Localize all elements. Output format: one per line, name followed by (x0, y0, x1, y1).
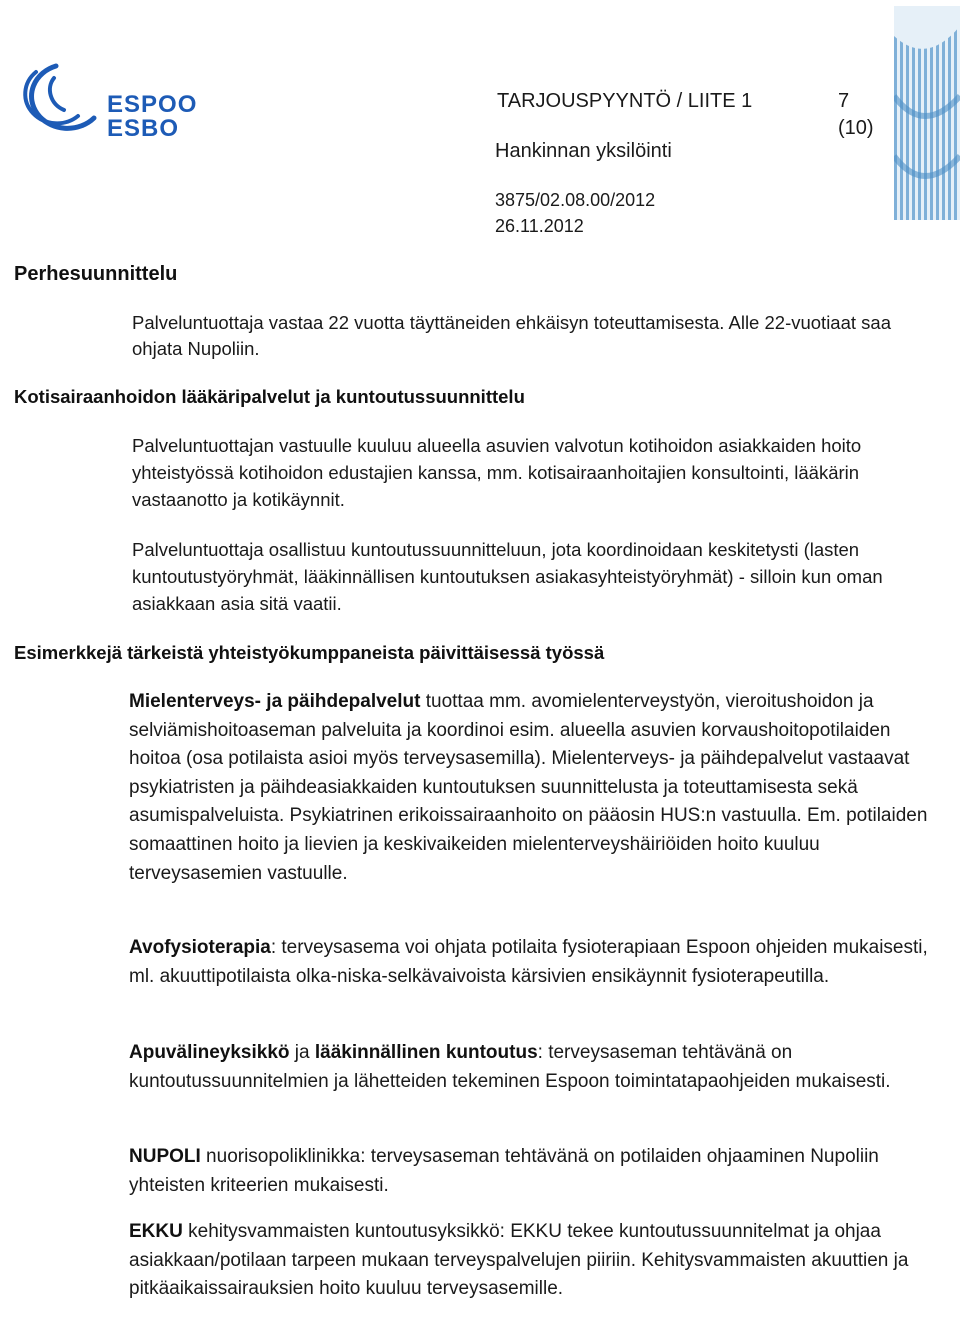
bold-term: NUPOLI (129, 1146, 201, 1167)
bold-term: lääkinnällinen kuntoutus (314, 1042, 538, 1063)
paragraph-ekku: EKKU kehitysvammaisten kuntoutusyksikkö: EKKU tekee kuntoutussuunnitelmat ja ohjaa asiakkaan/potilaan tarpeen mukaan terveyspalvelujen piiriin. Kehitysvammaisten akuuttien ja pitkäaikaissairauksien hoito kuuluu terveysasemille. (129, 1221, 909, 1300)
bold-term: EKKU (129, 1221, 183, 1242)
bold-term: Avofysioterapia (129, 937, 271, 958)
paragraph-avofysioterapia: Avofysioterapia: terveysasema voi ohjata potilaita fysioterapiaan Espoon ohjeiden mukaisesti, ml. akuuttipotilaista olka-niska-selkävaivoista kärsivien ensikäynnit fysioterapeutilla. (129, 937, 928, 987)
paragraph-nupoli: NUPOLI nuorisopoliklinikka: terveysaseman tehtävänä on potilaiden ohjaaminen Nupoliin yhteisten kriteerien mukaisesti. (129, 1146, 879, 1196)
page-number: 7 (838, 90, 850, 112)
paragraph-apuvalineyksikko: Apuvälineyksikkö ja lääkinnällinen kuntoutus: terveysaseman tehtävänä on kuntoutussuunnitelmien ja lähetteiden tekeminen Espoon toimintatapaohjeiden mukaisesti. (129, 1042, 891, 1092)
espoo-logo-text: ESPOO ESBO (107, 91, 198, 142)
bold-term: Mielenterveys- ja päihdepalvelut (129, 691, 421, 712)
section-heading-esimerkkeja: Esimerkkejä tärkeistä yhteistyökumppaneista päivittäisessä työssä (14, 642, 605, 663)
paragraph: Palveluntuottajan vastuulle kuuluu alueella asuvien valvotun kotihoidon asiakkaiden hoito yhteistyössä kotihoidon edustajien kanssa, mm. kotisairaanhoitajien konsultointi, lääkärin vastaanotto ja kotikäynnit. (132, 435, 862, 510)
decorative-wave-pattern-icon (894, 6, 960, 220)
section-heading-kotisairaanhoito: Kotisairaanhoidon lääkäripalvelut ja kuntoutussuunnittelu (14, 386, 525, 407)
page-total: (10) (838, 117, 874, 139)
bold-term: Apuvälineyksikkö (129, 1042, 290, 1063)
section-heading-perhesuunnittelu: Perhesuunnittelu (14, 263, 178, 285)
document-subtitle: Hankinnan yksilöinti (495, 140, 672, 162)
document-date: 26.11.2012 (495, 216, 584, 236)
paragraph: Palveluntuottaja vastaa 22 vuotta täyttäneiden ehkäisyn toteuttamisesta. Alle 22-vuotiaat saa ohjata Nupoliin. (132, 312, 891, 359)
paragraph-mielenterveys: Mielenterveys- ja päihdepalvelut tuottaa mm. avomielenterveystyön, vieroitushoidon ja selviämishoitoaseman palveluita ja koordinoi esim. alueella asuvien korvaushoitopotilaiden hoitoa (osa potilaista asioi myös terveysasemilla). Mielenterveys- ja päihdepalvelut vastaavat psykiatristen ja päihdeasiakkaiden kuntoutuksen suunnittelusta ja toteuttamisesta sekä asumispalveluista. Psykiatrinen erikoissairaanhoito on pääosin HUS:n vastuulla. Em. potilaiden somaattinen hoito ja lievien ja keskivaikeiden mielenterveyshäiriöiden hoito kuuluu terveysasemien vastuulle. (129, 691, 928, 884)
reference-number: 3875/02.08.00/2012 (495, 190, 656, 210)
document-title: TARJOUSPYYNTÖ / LIITE 1 (497, 90, 753, 112)
paragraph: Palveluntuottaja osallistuu kuntoutussuunnitteluun, jota koordinoidaan keskitetysti (lasten kuntoutustyöryhmät, lääkinnällisen kuntoutuksen asiakasyhteistyöryhmät) - silloin kun oman asiakkaan asia sitä vaatii. (132, 539, 883, 614)
